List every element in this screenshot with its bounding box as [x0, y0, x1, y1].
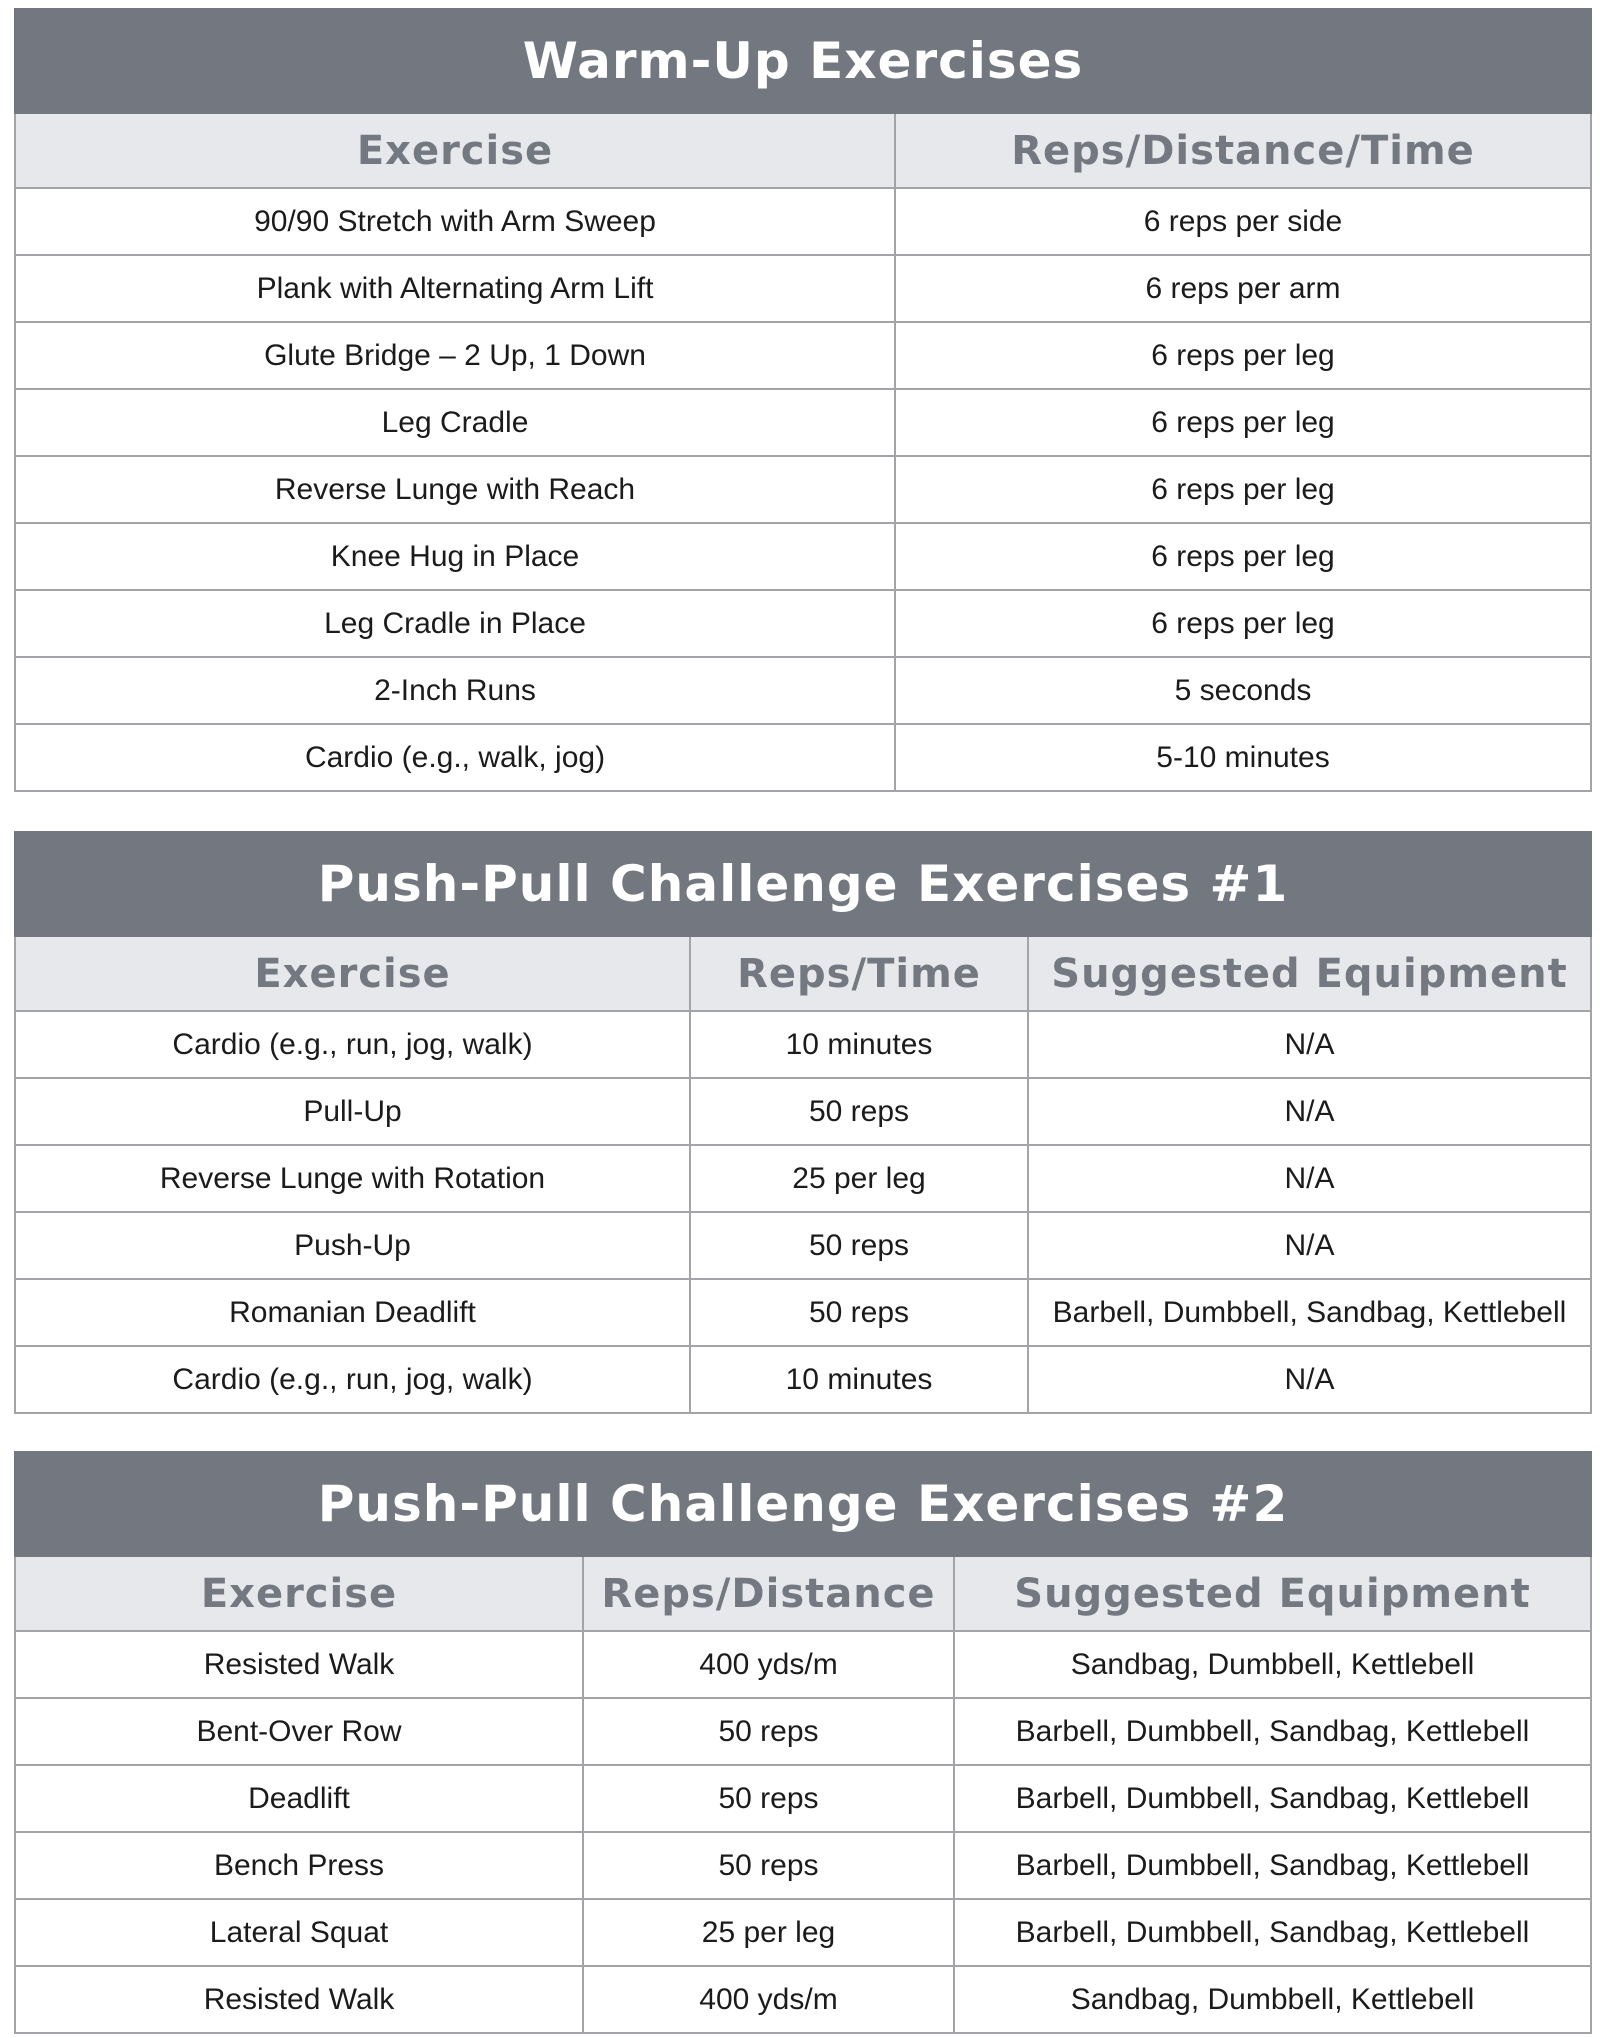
table-row: [15, 1698, 1591, 1765]
equipment-cell: Barbell, Dumbbell, Sandbag, Kettlebell: [954, 1765, 1591, 1832]
table-title-row: [15, 9, 1591, 113]
exercise-cell: Cardio (e.g., run, jog, walk): [15, 1346, 690, 1413]
table-row: [15, 322, 1591, 389]
exercise-cell: Deadlift: [15, 1765, 583, 1832]
warmup-table: [14, 8, 1592, 792]
exercise-cell: Pull-Up: [15, 1078, 690, 1145]
table-title: Push-Pull Challenge Exercises #1: [15, 832, 1591, 936]
equipment-cell: Sandbag, Dumbbell, Kettlebell: [954, 1631, 1591, 1698]
table-title: Warm-Up Exercises: [15, 9, 1591, 113]
amount-cell: 50 reps: [690, 1078, 1028, 1145]
column-header: Suggested Equipment: [1028, 936, 1591, 1011]
equipment-cell: N/A: [1028, 1145, 1591, 1212]
amount-cell: 6 reps per leg: [895, 456, 1591, 523]
amount-cell: 10 minutes: [690, 1346, 1028, 1413]
exercise-cell: Leg Cradle in Place: [15, 590, 895, 657]
exercise-cell: Bent-Over Row: [15, 1698, 583, 1765]
challenge1-table: [14, 831, 1592, 1414]
amount-cell: 6 reps per leg: [895, 590, 1591, 657]
amount-cell: 6 reps per leg: [895, 389, 1591, 456]
exercise-cell: 90/90 Stretch with Arm Sweep: [15, 188, 895, 255]
amount-cell: 10 minutes: [690, 1011, 1028, 1078]
table-row: [15, 1765, 1591, 1832]
header-row: [15, 936, 1591, 1011]
amount-cell: 50 reps: [583, 1698, 954, 1765]
exercise-cell: Bench Press: [15, 1832, 583, 1899]
equipment-cell: Barbell, Dumbbell, Sandbag, Kettlebell: [954, 1832, 1591, 1899]
amount-cell: 5-10 minutes: [895, 724, 1591, 791]
exercise-cell: 2-Inch Runs: [15, 657, 895, 724]
exercise-cell: Romanian Deadlift: [15, 1279, 690, 1346]
exercise-cell: Cardio (e.g., walk, jog): [15, 724, 895, 791]
amount-cell: 25 per leg: [583, 1899, 954, 1966]
amount-cell: 50 reps: [690, 1279, 1028, 1346]
column-header: Reps/Distance/Time: [895, 113, 1591, 188]
equipment-cell: N/A: [1028, 1011, 1591, 1078]
amount-cell: 6 reps per leg: [895, 322, 1591, 389]
table-row: [15, 1832, 1591, 1899]
table-row: [15, 1899, 1591, 1966]
amount-cell: 6 reps per leg: [895, 523, 1591, 590]
exercise-cell: Lateral Squat: [15, 1899, 583, 1966]
exercise-cell: Resisted Walk: [15, 1966, 583, 2033]
table-title-row: [15, 1452, 1591, 1556]
table-row: [15, 1966, 1591, 2033]
table-row: [15, 456, 1591, 523]
table-row: [15, 389, 1591, 456]
column-header: Suggested Equipment: [954, 1556, 1591, 1631]
exercise-cell: Leg Cradle: [15, 389, 895, 456]
equipment-cell: Sandbag, Dumbbell, Kettlebell: [954, 1966, 1591, 2033]
amount-cell: 400 yds/m: [583, 1966, 954, 2033]
amount-cell: 400 yds/m: [583, 1631, 954, 1698]
exercise-cell: Reverse Lunge with Rotation: [15, 1145, 690, 1212]
equipment-cell: N/A: [1028, 1078, 1591, 1145]
table-row: [15, 1279, 1591, 1346]
table-row: [15, 1011, 1591, 1078]
table-row: [15, 1145, 1591, 1212]
amount-cell: 50 reps: [583, 1765, 954, 1832]
table-row: [15, 724, 1591, 791]
column-header: Reps/Time: [690, 936, 1028, 1011]
column-header: Exercise: [15, 936, 690, 1011]
table-row: [15, 188, 1591, 255]
table-row: [15, 1631, 1591, 1698]
amount-cell: 6 reps per arm: [895, 255, 1591, 322]
table-row: [15, 590, 1591, 657]
table-row: [15, 1346, 1591, 1413]
exercise-cell: Cardio (e.g., run, jog, walk): [15, 1011, 690, 1078]
amount-cell: 50 reps: [583, 1832, 954, 1899]
table-row: [15, 523, 1591, 590]
exercise-cell: Plank with Alternating Arm Lift: [15, 255, 895, 322]
table-row: [15, 1212, 1591, 1279]
exercise-cell: Glute Bridge – 2 Up, 1 Down: [15, 322, 895, 389]
amount-cell: 6 reps per side: [895, 188, 1591, 255]
exercise-cell: Knee Hug in Place: [15, 523, 895, 590]
equipment-cell: Barbell, Dumbbell, Sandbag, Kettlebell: [954, 1899, 1591, 1966]
exercise-cell: Resisted Walk: [15, 1631, 583, 1698]
table-row: [15, 255, 1591, 322]
column-header: Exercise: [15, 1556, 583, 1631]
amount-cell: 50 reps: [690, 1212, 1028, 1279]
equipment-cell: Barbell, Dumbbell, Sandbag, Kettlebell: [1028, 1279, 1591, 1346]
amount-cell: 25 per leg: [690, 1145, 1028, 1212]
table-row: [15, 1078, 1591, 1145]
table-row: [15, 657, 1591, 724]
header-row: [15, 1556, 1591, 1631]
column-header: Reps/Distance: [583, 1556, 954, 1631]
column-header: Exercise: [15, 113, 895, 188]
amount-cell: 5 seconds: [895, 657, 1591, 724]
table-title-row: [15, 832, 1591, 936]
exercise-cell: Reverse Lunge with Reach: [15, 456, 895, 523]
header-row: [15, 113, 1591, 188]
challenge2-table: [14, 1451, 1592, 2034]
equipment-cell: N/A: [1028, 1346, 1591, 1413]
equipment-cell: N/A: [1028, 1212, 1591, 1279]
equipment-cell: Barbell, Dumbbell, Sandbag, Kettlebell: [954, 1698, 1591, 1765]
table-title: Push-Pull Challenge Exercises #2: [15, 1452, 1591, 1556]
exercise-cell: Push-Up: [15, 1212, 690, 1279]
